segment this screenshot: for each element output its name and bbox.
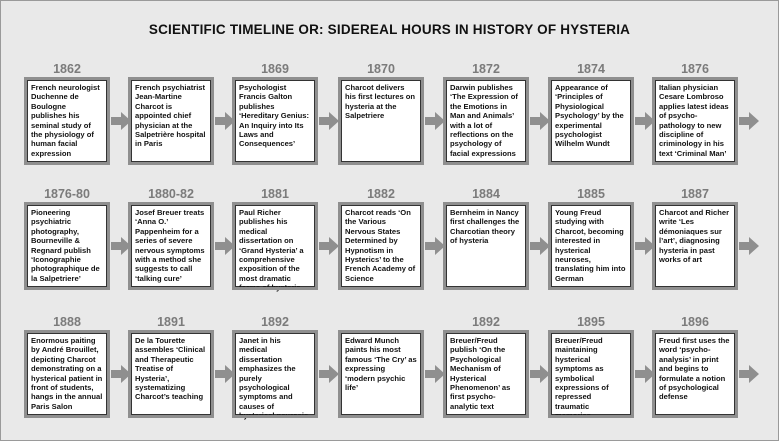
right-arrow-icon bbox=[635, 365, 655, 383]
page-title: SCIENTIFIC TIMELINE OR: SIDEREAL HOURS IN HISTORY OF HYSTERIA bbox=[148, 22, 631, 37]
right-arrow-icon bbox=[111, 112, 131, 130]
right-arrow-icon bbox=[635, 112, 655, 130]
event-text: Charcot delivers his first lectures on hysteria at the Salpetriere bbox=[345, 83, 416, 121]
event-box bbox=[27, 205, 107, 287]
event-text: Edward Munch paints his most famous ‘The Cry’ as expressing ‘modern psychic life’ bbox=[345, 336, 417, 393]
event-box bbox=[551, 205, 631, 287]
event-box bbox=[655, 205, 735, 287]
event-box bbox=[341, 205, 421, 287]
year-label: 1880-82 bbox=[148, 187, 194, 201]
year-label: 1887 bbox=[681, 187, 709, 201]
right-arrow-icon bbox=[635, 237, 655, 255]
year-label: 1881 bbox=[261, 187, 289, 201]
year-label: 1895 bbox=[577, 315, 605, 329]
event-text: Appearance of ‘Principles of Physiological Psychology’ by the experimental psychologist Wilhelm Wundt bbox=[555, 83, 624, 149]
right-arrow-icon bbox=[425, 365, 445, 383]
event-text: Psychologist Francis Galton publishes ‘Hereditary Genius: An Inquiry into Its Laws and Consequences’ bbox=[239, 83, 310, 149]
event-text: French neurologist Duchenne de Boulogne publishes his seminal study of the physiology of human facial expression bbox=[31, 83, 100, 158]
event-box bbox=[341, 80, 421, 162]
event-box bbox=[131, 80, 211, 162]
event-text: Janet in his medical dissertation emphasizes the purely psychological symptoms and causes of hysterical neurosis bbox=[239, 336, 309, 421]
right-arrow-icon bbox=[111, 237, 131, 255]
event-text: Pioneering psychiatric photography, Bourneville & Regnard publish ‘Iconographie photographique de la Salpetriere’ bbox=[31, 208, 100, 283]
right-arrow-icon bbox=[319, 237, 339, 255]
event-box bbox=[446, 333, 526, 415]
event-text: Freud first uses the word ‘psycho-analysis’ in print and begins to formulate a notion of psychological defense bbox=[659, 336, 730, 402]
year-label: 1884 bbox=[472, 187, 500, 201]
year-label: 1885 bbox=[577, 187, 605, 201]
event-box bbox=[551, 333, 631, 421]
year-label: 1862 bbox=[53, 62, 81, 76]
right-arrow-icon bbox=[739, 112, 759, 130]
event-box bbox=[235, 333, 315, 421]
event-text: French psychiatrist Jean-Martine Charcot is appointed chief physician at the Salpetrière hospital in Paris bbox=[135, 83, 206, 149]
right-arrow-icon bbox=[319, 365, 339, 383]
year-label: 1892 bbox=[472, 315, 500, 329]
event-box bbox=[446, 205, 526, 287]
event-text: Breuer/Freud maintaining hysterical symptoms as symbolical expressions of repressed traumatic memories bbox=[555, 336, 609, 421]
event-text: Young Freud studying with Charcot, becoming interested in hysterical neuroses, translating him into German bbox=[555, 208, 626, 283]
right-arrow-icon bbox=[425, 237, 445, 255]
event-box bbox=[446, 80, 526, 162]
event-text: Italian physician Cesare Lombroso applies latest ideas of psycho-pathology to new discipline of criminology in his text ‘Criminal Man’ bbox=[659, 83, 729, 158]
year-label: 1869 bbox=[261, 62, 289, 76]
right-arrow-icon bbox=[530, 365, 550, 383]
event-text: Charcot reads ‘On the Various Nervous States Determined by Hypnotism in Hysterics’ to the French Academy of Science bbox=[345, 208, 416, 283]
event-box bbox=[235, 80, 315, 162]
event-box bbox=[27, 333, 107, 415]
event-box bbox=[341, 333, 421, 415]
year-label: 1891 bbox=[157, 315, 185, 329]
year-label: 1874 bbox=[577, 62, 605, 76]
event-box bbox=[551, 80, 631, 162]
year-label: 1896 bbox=[681, 315, 709, 329]
event-text: Paul Richer publishes his medical dissertation on ‘Grand Hysteria’ a comprehensive exposition of the most dramatic forms of hysteria bbox=[239, 208, 304, 293]
year-label: 1882 bbox=[367, 187, 395, 201]
right-arrow-icon bbox=[739, 365, 759, 383]
year-label: 1876-80 bbox=[44, 187, 90, 201]
event-text: Josef Breuer treats ‘Anna O.’ Pappenheim for a series of severe nervous symptoms with a method she suggests to call ‘talking cure’ bbox=[135, 208, 205, 283]
right-arrow-icon bbox=[425, 112, 445, 130]
right-arrow-icon bbox=[530, 237, 550, 255]
event-text: Breuer/Freud publish ‘On the Psychological Mechanism of Hysterical Phenomenon’ as first psycho-analytic text bbox=[450, 336, 511, 411]
right-arrow-icon bbox=[530, 112, 550, 130]
event-box bbox=[235, 205, 315, 293]
year-label: 1870 bbox=[367, 62, 395, 76]
year-label: 1892 bbox=[261, 315, 289, 329]
right-arrow-icon bbox=[215, 237, 235, 255]
year-label: 1888 bbox=[53, 315, 81, 329]
event-box bbox=[655, 80, 735, 162]
event-text: De la Tourette assembles ‘Clinical and Therapeutic Treatise of Hysteria’, systematizing Charcot’s teaching bbox=[135, 336, 206, 402]
event-box bbox=[27, 80, 107, 162]
event-text: Darwin publishes ‘The Expression of the Emotions in Man and Animals’ with a lot of reflections on the psychology of facial expressions bbox=[450, 83, 518, 158]
right-arrow-icon bbox=[215, 112, 235, 130]
right-arrow-icon bbox=[739, 237, 759, 255]
right-arrow-icon bbox=[319, 112, 339, 130]
event-text: Enormous paiting by André Brouillet, depicting Charcot demonstrating on a hysterical patient in front of students, hangs in the annual Paris Salon bbox=[31, 336, 103, 411]
right-arrow-icon bbox=[215, 365, 235, 383]
event-box bbox=[131, 333, 211, 415]
event-text: Charcot and Richer write ‘Les démoniaques sur l’art’, diagnosing hysteria in past works of art bbox=[659, 208, 730, 265]
year-label: 1872 bbox=[472, 62, 500, 76]
event-box bbox=[131, 205, 211, 287]
event-text: Bernheim in Nancy first challenges the Charcotian theory of hysteria bbox=[450, 208, 520, 246]
event-box bbox=[655, 333, 735, 415]
right-arrow-icon bbox=[111, 365, 131, 383]
year-label: 1876 bbox=[681, 62, 709, 76]
